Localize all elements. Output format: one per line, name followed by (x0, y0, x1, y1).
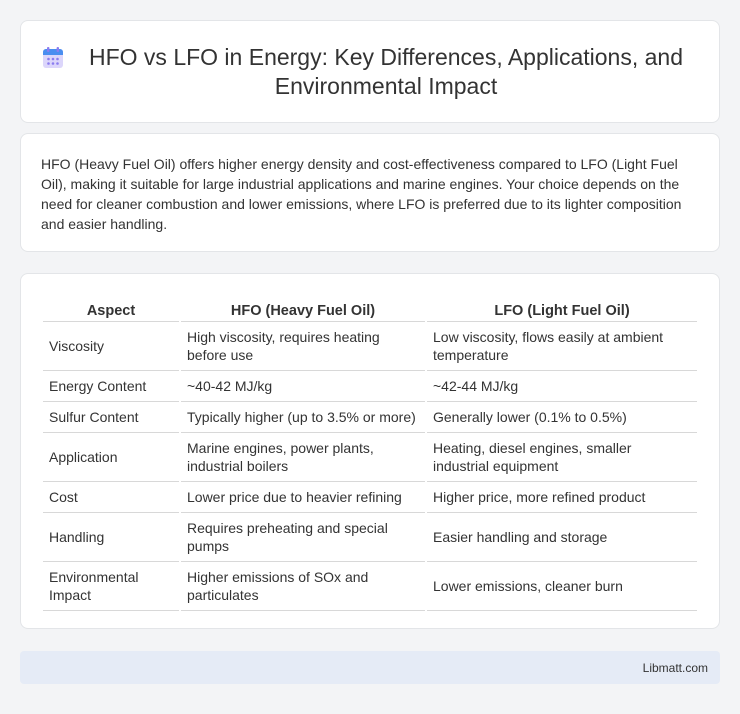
cell-hfo: Higher emissions of SOx and particulates (181, 562, 425, 611)
cell-aspect: Handling (43, 513, 179, 562)
footer-brand: Libmatt.com (642, 660, 708, 675)
cell-aspect: Viscosity (43, 322, 179, 371)
comparison-table-card (20, 273, 720, 629)
cell-hfo: Lower price due to heavier refining (181, 482, 425, 513)
cell-hfo: ~40-42 MJ/kg (181, 371, 425, 402)
cell-lfo: Generally lower (0.1% to 0.5%) (427, 402, 697, 433)
cell-lfo: Higher price, more refined product (427, 482, 697, 513)
cell-hfo: Typically higher (up to 3.5% or more) (181, 402, 425, 433)
cell-lfo: Lower emissions, cleaner burn (427, 562, 697, 611)
cell-hfo: High viscosity, requires heating before use (181, 322, 425, 371)
column-header-aspect: Aspect (43, 294, 179, 322)
page-title: HFO vs LFO in Energy: Key Differences, Applications, and Environmental Impact (88, 43, 683, 99)
header-card (20, 20, 720, 123)
table-row (43, 322, 697, 371)
cell-lfo: ~42-44 MJ/kg (427, 371, 697, 402)
cell-lfo: Low viscosity, flows easily at ambient temperature (427, 322, 697, 371)
summary-card (20, 133, 720, 252)
cell-lfo: Heating, diesel engines, smaller industrial equipment (427, 433, 697, 482)
cell-aspect: Sulfur Content (43, 402, 179, 433)
table-row (43, 562, 697, 611)
table-row (43, 433, 697, 482)
cell-hfo: Marine engines, power plants, industrial boilers (181, 433, 425, 482)
column-header-hfo: HFO (Heavy Fuel Oil) (181, 294, 425, 322)
calendar-icon (40, 45, 66, 71)
header (40, 43, 700, 101)
table-header-row (43, 294, 697, 322)
cell-aspect: Environmental Impact (43, 562, 179, 611)
table-row (43, 482, 697, 513)
column-header-lfo: LFO (Light Fuel Oil) (427, 294, 697, 322)
cell-aspect: Application (43, 433, 179, 482)
cell-lfo: Easier handling and storage (427, 513, 697, 562)
table-row (43, 371, 697, 402)
cell-aspect: Energy Content (43, 371, 179, 402)
footer (20, 651, 720, 684)
cell-hfo: Requires preheating and special pumps (181, 513, 425, 562)
cell-aspect: Cost (43, 482, 179, 513)
summary-text: HFO (Heavy Fuel Oil) offers higher energy density and cost-effectiveness compared to LFO (Light Fuel Oil), making it suitable for large industrial applications and marine engines. Your choice depends on the need for cleaner combustion and lower emissions, where LFO is preferred due to its lighter composition and easier handling. (41, 156, 682, 232)
comparison-table (41, 294, 699, 611)
table-row (43, 402, 697, 433)
table-row (43, 513, 697, 562)
